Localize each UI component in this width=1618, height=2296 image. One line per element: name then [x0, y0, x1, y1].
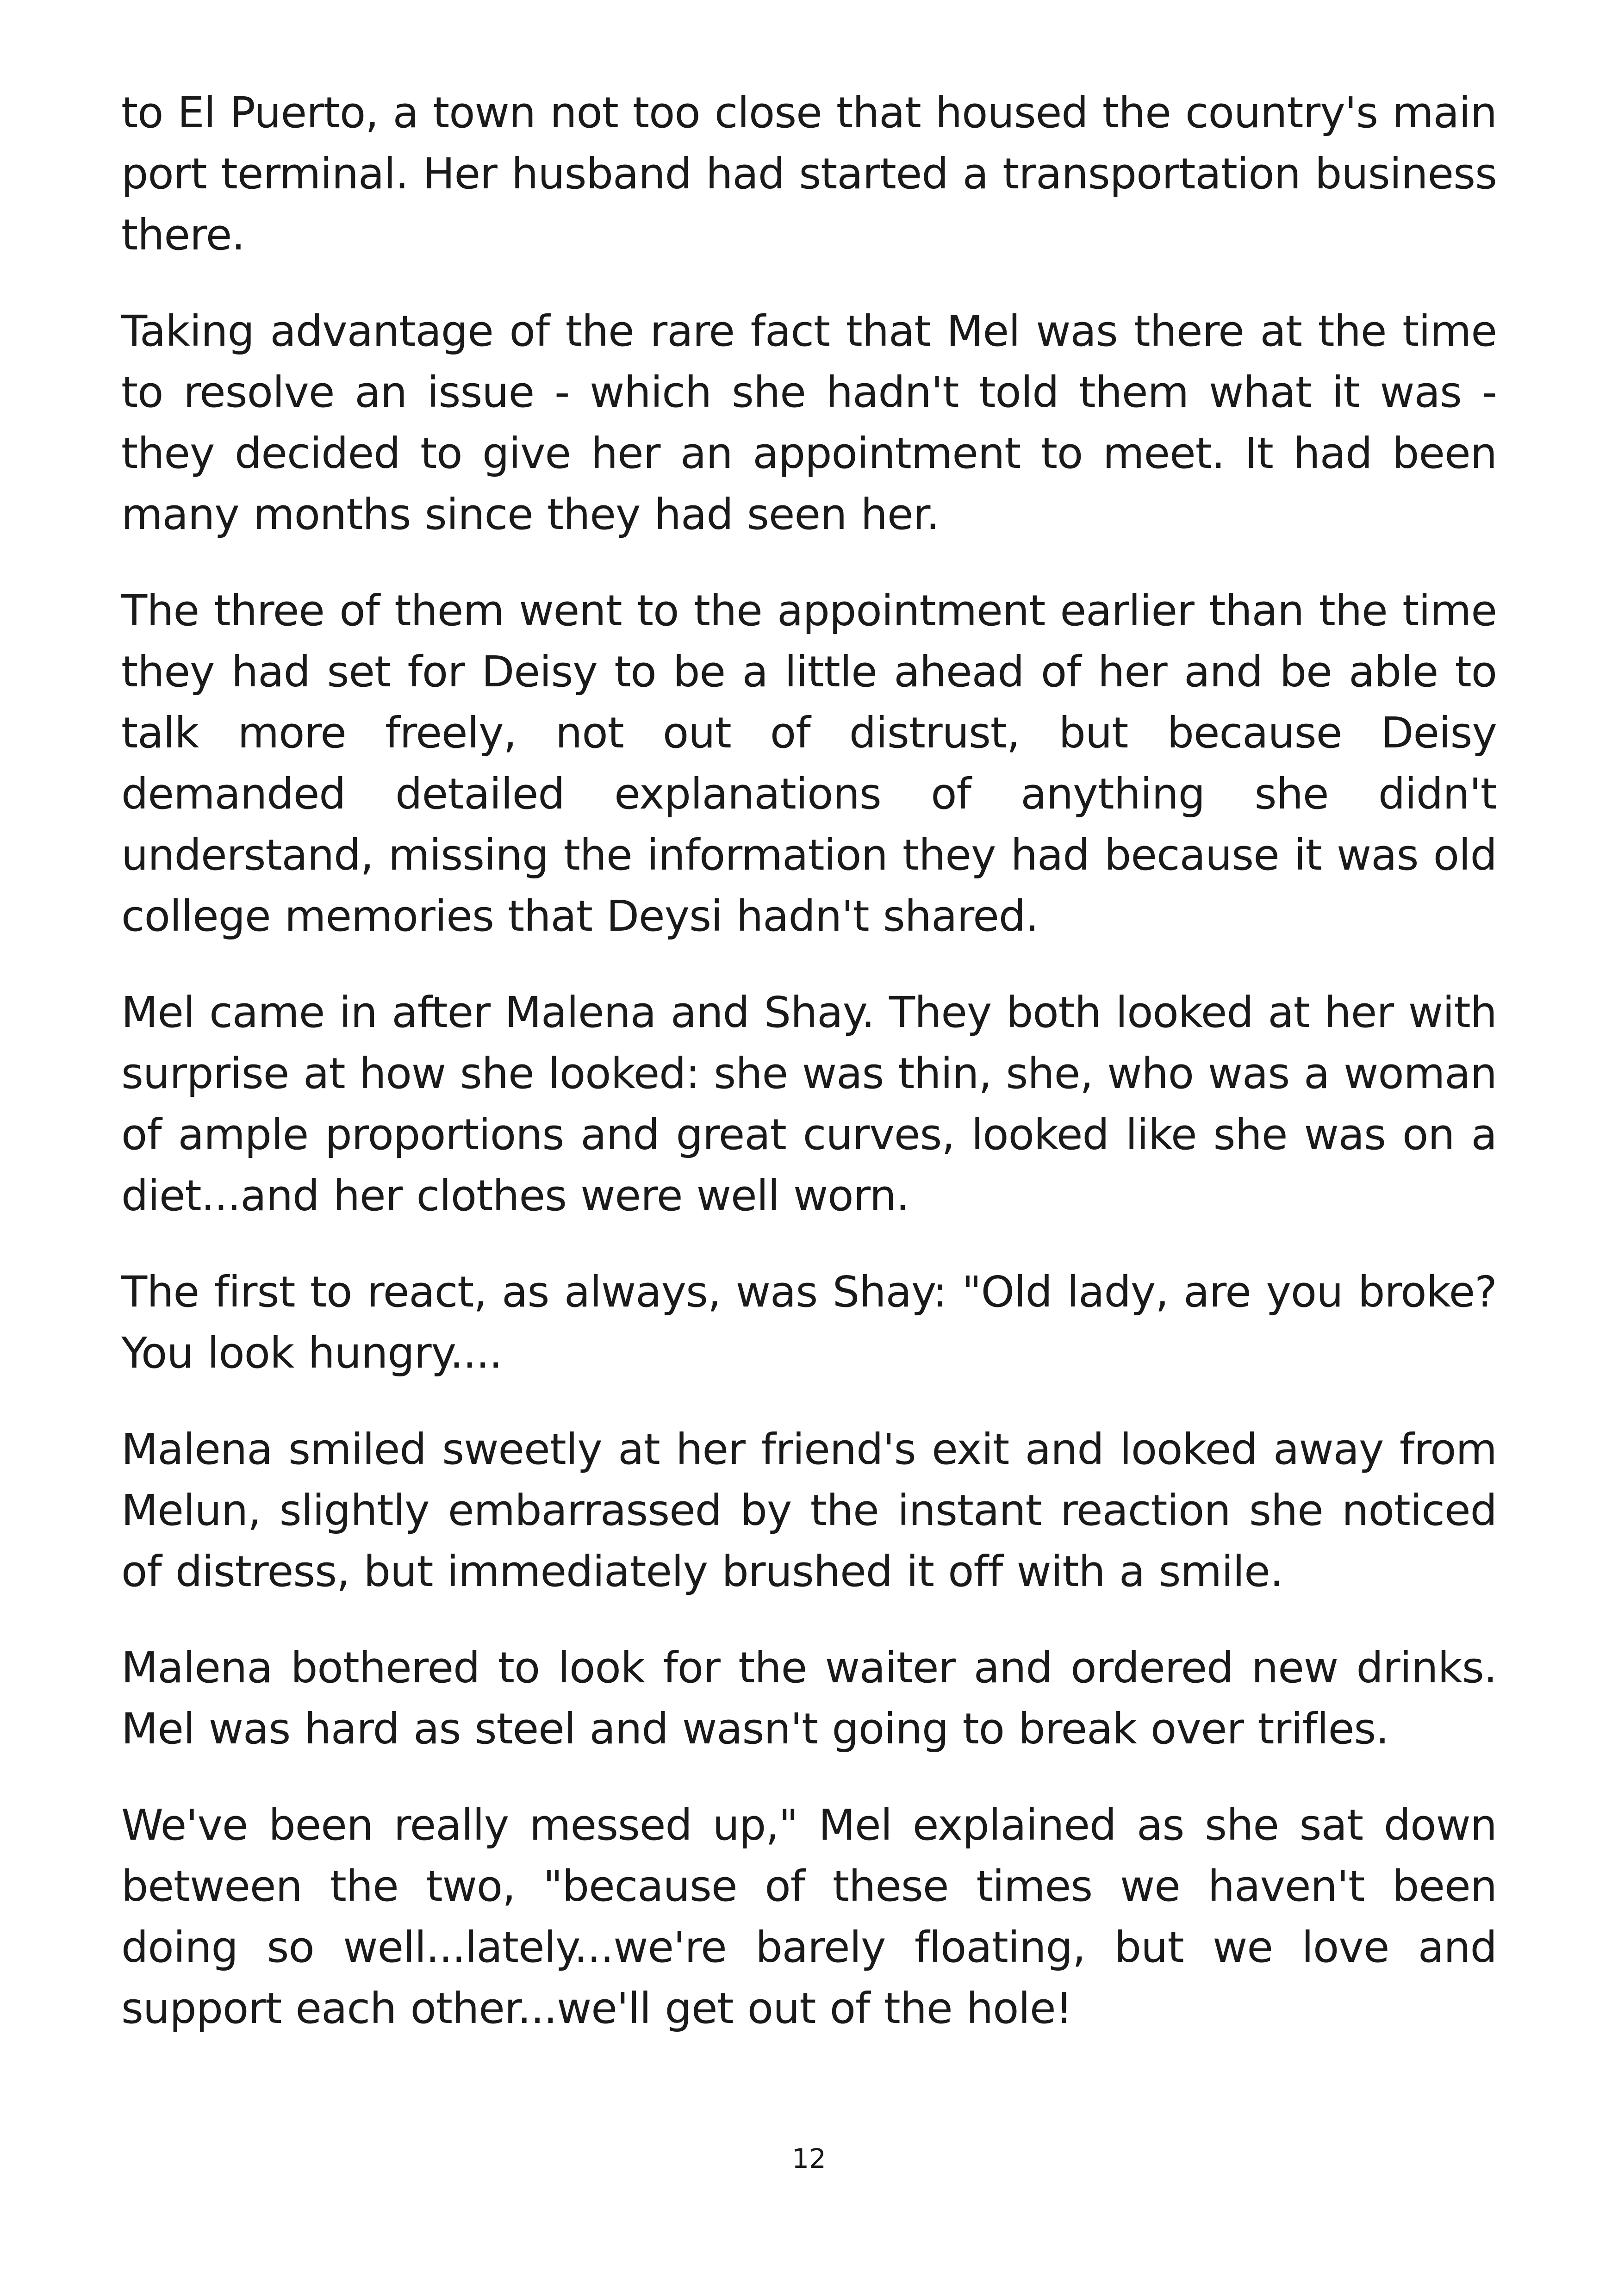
paragraph-8: We've been really messed up," Mel explained as she sat down between the two, "because of these times we haven't been doing so well...lately...we're barely floating, but we love and support each other...we'll get out of the hole!	[121, 1800, 1497, 2033]
page-number: 12	[792, 2143, 826, 2174]
paragraph-7: Malena bothered to look for the waiter and ordered new drinks. Mel was hard as steel and wasn't going to break over trifles.	[121, 1643, 1497, 1754]
paragraph-1: to El Puerto, a town not too close that housed the country's main port terminal. Her husband had started a transportation business there.	[121, 88, 1497, 260]
paragraph-2: Taking advantage of the rare fact that Mel was there at the time to resolve an issue - which she hadn't told them what it was - they decided to give her an appointment to meet. It had been many months since they had seen her.	[121, 306, 1497, 539]
paragraph-3: The three of them went to the appointment earlier than the time they had set for Deisy to be a little ahead of her and be able to talk more freely, not out of distrust, but because Deisy demanded detailed explanations of anything she didn't understand, missing the information they had because it was old college memories that Deysi hadn't shared.	[121, 586, 1497, 941]
paragraph-5: The first to react, as always, was Shay: "Old lady, are you broke? You look hungry....	[121, 1267, 1497, 1378]
document-body	[121, 82, 1497, 2074]
paragraph-6: Malena smiled sweetly at her friend's exit and looked away from Melun, slightly embarrassed by the instant reaction she noticed of distress, but immediately brushed it off with a smile.	[121, 1425, 1497, 1596]
paragraph-4: Mel came in after Malena and Shay. They both looked at her with surprise at how she looked: she was thin, she, who was a woman of ample proportions and great curves, looked like she was on a diet...and her clothes were well worn.	[121, 988, 1497, 1220]
